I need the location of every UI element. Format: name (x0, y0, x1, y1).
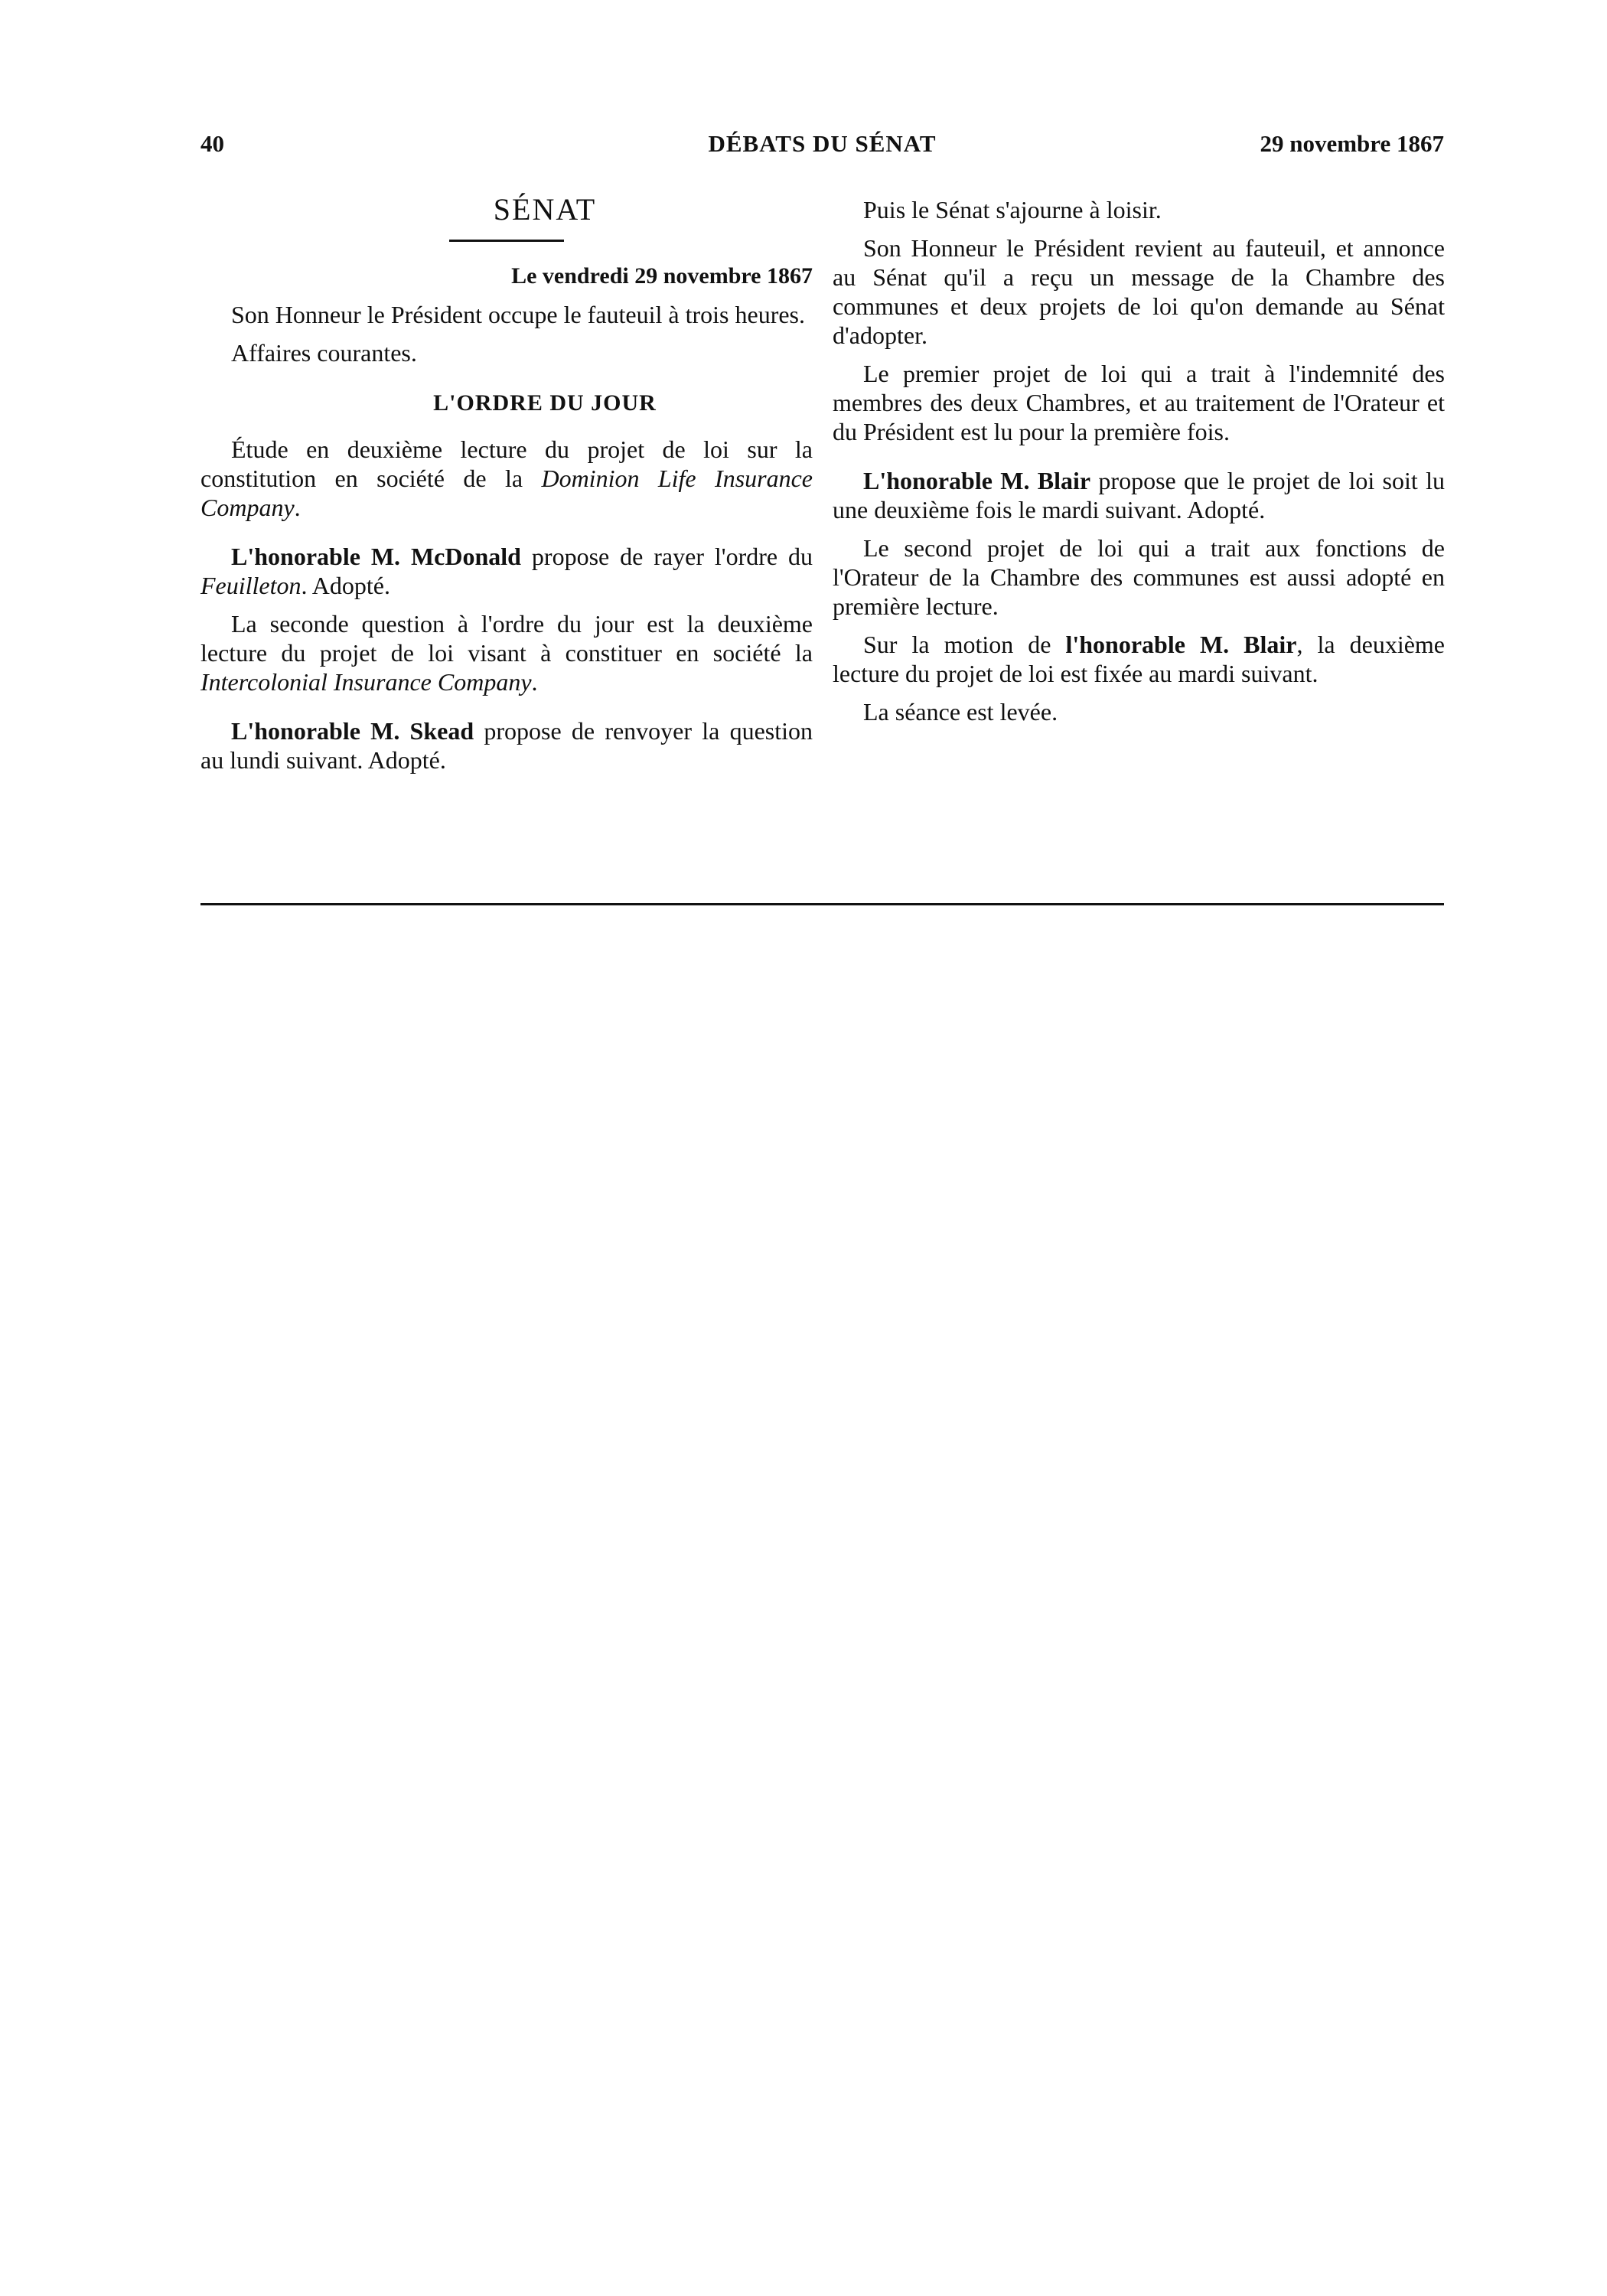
publication-title: DÉBATS DU SÉNAT (708, 130, 937, 157)
text: Sur la motion de (863, 631, 1066, 658)
running-header (200, 130, 1444, 168)
subheading: L'ORDRE DU JOUR (433, 390, 657, 416)
speaker-name: l'honorable M. Blair (1065, 631, 1297, 658)
paragraph (200, 435, 813, 522)
text: propose que le projet de loi soit lu une deuxième fois le mardi suivant. Adopté. (833, 467, 1446, 523)
paragraph (200, 542, 813, 600)
right-column (833, 195, 1445, 735)
page-number: 40 (200, 130, 224, 157)
speaker-name: L'honorable M. Blair (863, 467, 1091, 494)
paragraph (200, 716, 813, 775)
text: . (531, 668, 538, 696)
paragraph: La séance est levée. (863, 698, 1058, 726)
header-date: 29 novembre 1867 (1260, 130, 1444, 157)
text: . Adopté. (301, 572, 390, 599)
company-name: Dominion Life Insurance Company (200, 465, 813, 521)
paragraph (833, 630, 1445, 688)
text: , la deuxième lecture du projet de loi est fixée au mardi suivant. (833, 631, 1446, 687)
text: propose de rayer l'ordre du (520, 543, 813, 570)
speaker-name: L'honorable M. Skead (231, 717, 474, 745)
paragraph: Le second projet de loi qui a trait aux fonctions de l'Orateur de la Chambre des communes est aussi adopté en première lecture. (833, 534, 1445, 620)
document-name: Feuilleton (200, 572, 302, 599)
section-title: SÉNAT (493, 192, 597, 227)
sitting-date: Le vendredi 29 novembre 1867 (511, 263, 813, 289)
paragraph: Le premier projet de loi qui a trait à l'indemnité des membres des deux Chambres, et au traitement de l'Orateur et du Président est lu pour la première fois. (833, 360, 1445, 445)
paragraph: Son Honneur le Président revient au fauteuil, et annonce au Sénat qu'il a reçu un message de la Chambre des communes et deux projets de loi qu'on demande au Sénat d'adopter. (833, 234, 1445, 349)
paragraph: Puis le Sénat s'ajourne à loisir. (863, 196, 1162, 223)
text: La seconde question à l'ordre du jour est la deuxième lecture du projet de loi visant à constituer en société la (200, 610, 813, 667)
text: propose de renvoyer la question au lundi suivant. Adopté. (200, 717, 813, 774)
text: . (294, 494, 301, 521)
left-column (200, 192, 813, 784)
text: Étude en deuxième lecture du projet de loi sur la constitution en société de la (200, 435, 813, 492)
paragraph: Son Honneur le Président occupe le fauteuil à trois heures. (231, 301, 805, 328)
paragraph (200, 609, 813, 696)
end-rule (200, 903, 1444, 905)
paragraph (833, 466, 1445, 524)
title-rule (449, 240, 564, 242)
company-name: Intercolonial Insurance Company (200, 668, 532, 696)
speaker-name: L'honorable M. McDonald (231, 543, 521, 570)
paragraph: Affaires courantes. (231, 339, 417, 367)
